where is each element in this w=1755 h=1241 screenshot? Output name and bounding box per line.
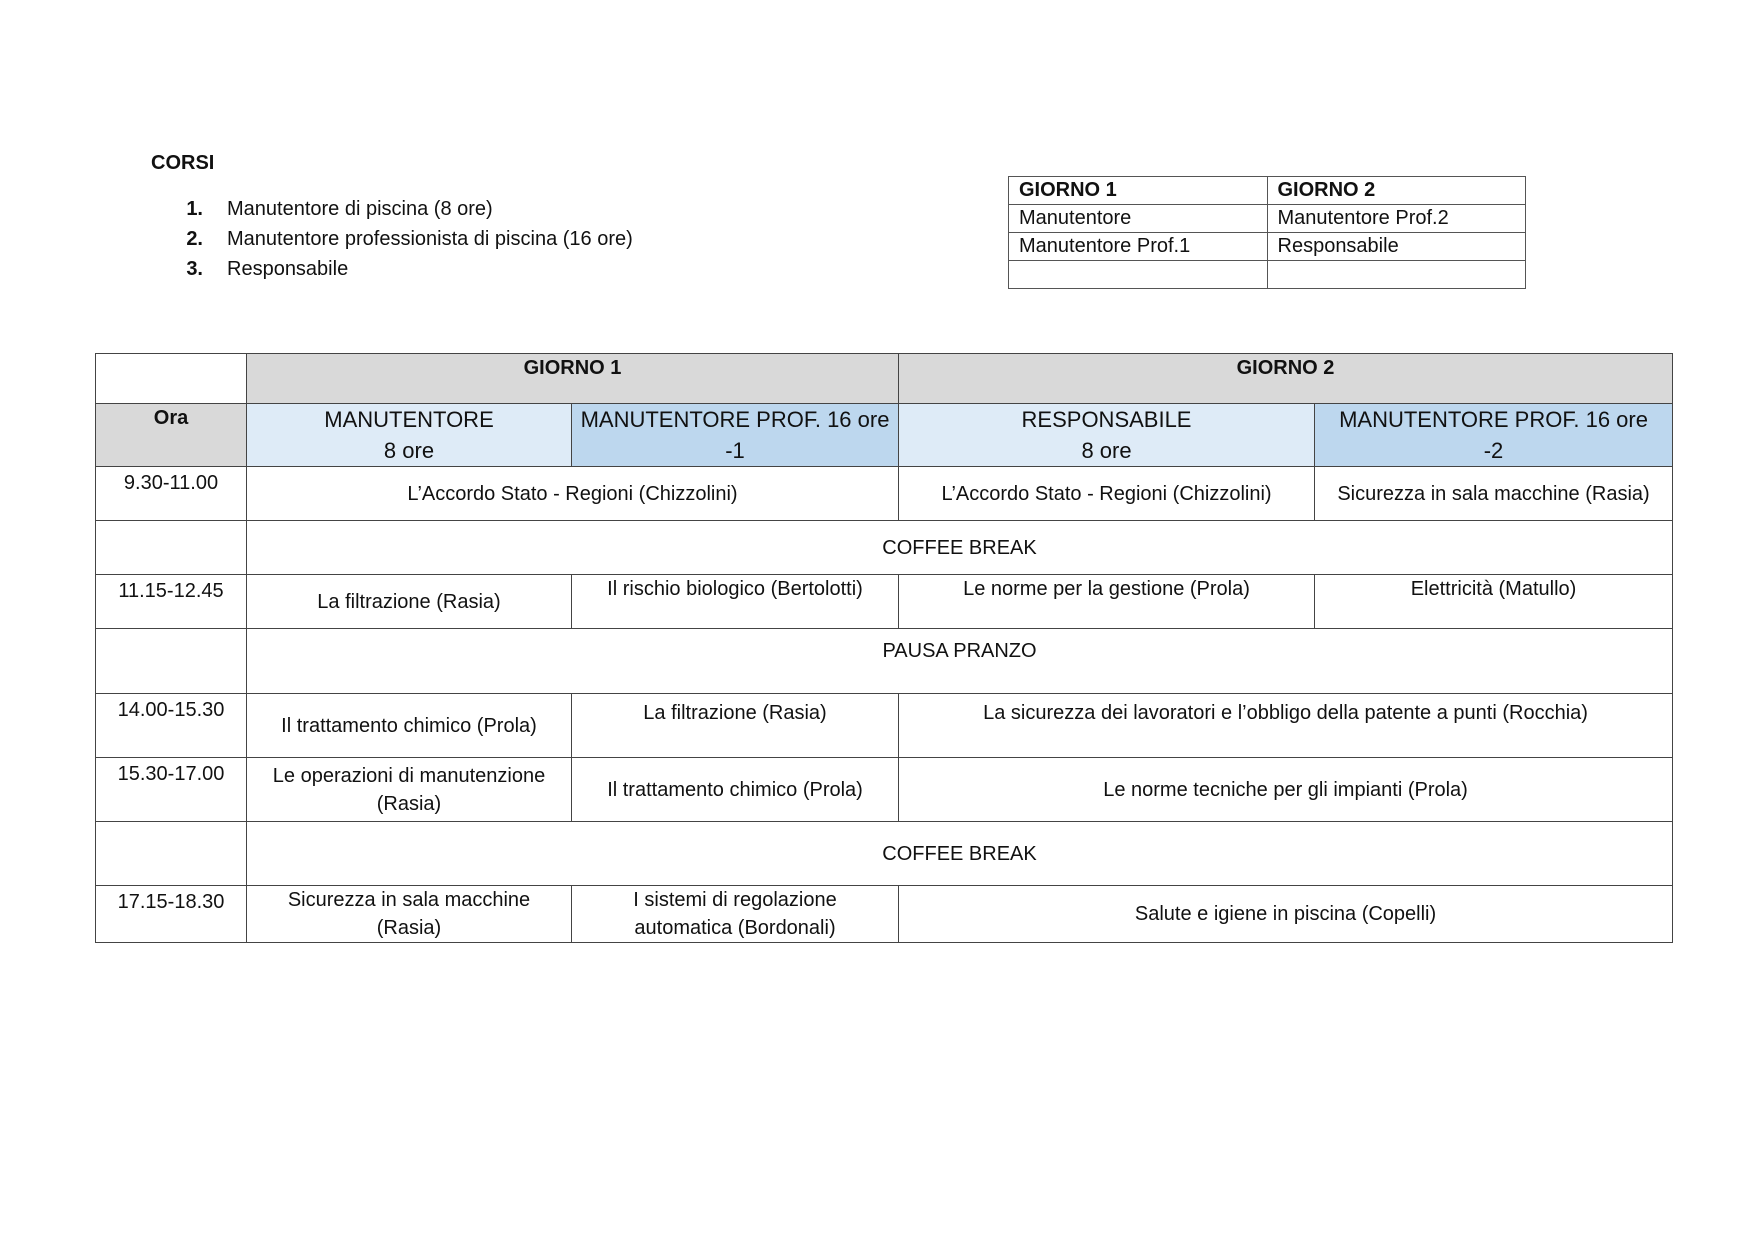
break-cell: COFFEE BREAK [247, 521, 1673, 575]
day-header: GIORNO 2 [1267, 177, 1526, 205]
day2-header: GIORNO 2 [899, 354, 1673, 404]
session-cell: Il trattamento chimico (Prola) [247, 694, 572, 758]
session-cell: L’Accordo Stato - Regioni (Chizzolini) [899, 467, 1315, 521]
table-row [1009, 205, 1526, 233]
session-line: (Rasia) [376, 917, 442, 939]
empty-cell [96, 629, 247, 694]
session-cell: Salute e igiene in piscina (Copelli) [899, 886, 1673, 943]
session-cell: Le norme per la gestione (Prola) [899, 575, 1315, 629]
session-cell: Le norme tecniche per gli impianti (Prola) [899, 758, 1673, 822]
empty-cell [96, 822, 247, 886]
table-row [1009, 261, 1526, 289]
session-line: I sistemi di regolazione [633, 889, 837, 911]
session-cell: La sicurezza dei lavoratori e l’obbligo della patente a punti (Rocchia) [899, 694, 1673, 758]
lunch-break-cell: PAUSA PRANZO [247, 629, 1673, 694]
list-number: 3. [186, 258, 203, 280]
table-row [96, 886, 1673, 943]
days-assignment-table [1008, 176, 1526, 289]
session-cell: La filtrazione (Rasia) [572, 694, 899, 758]
session-cell: Elettricità (Matullo) [1315, 575, 1673, 629]
session-cell: Il rischio biologico (Bertolotti) [572, 575, 899, 629]
day1-header: GIORNO 1 [247, 354, 899, 404]
session-line: Le operazioni di manutenzione [272, 764, 546, 787]
time-slot: 15.30-17.00 [96, 758, 247, 822]
corsi-list-item [151, 258, 633, 288]
corsi-heading: CORSI [151, 152, 215, 174]
table-row [96, 467, 1673, 521]
corsi-list-item [151, 228, 633, 258]
course-header-line: RESPONSABILE [1021, 407, 1192, 432]
day-header: GIORNO 1 [1009, 177, 1268, 205]
course-header-line: -1 [725, 438, 745, 463]
table-row [1009, 233, 1526, 261]
course-header-line: 8 ore [1081, 438, 1132, 463]
course-label: Manutentore di piscina (8 ore) [227, 198, 493, 220]
session-cell: La filtrazione (Rasia) [247, 575, 572, 629]
corsi-list [151, 198, 633, 288]
table-row [96, 404, 1673, 467]
ora-header: Ora [96, 404, 247, 467]
table-cell [1009, 261, 1268, 289]
break-cell: COFFEE BREAK [247, 822, 1673, 886]
session-cell [247, 886, 572, 943]
list-number: 1. [186, 198, 203, 220]
table-row [96, 354, 1673, 404]
time-slot: 17.15-18.30 [96, 886, 247, 943]
session-cell [247, 758, 572, 822]
table-row [96, 758, 1673, 822]
corsi-list-item [151, 198, 633, 228]
course-header-line: MANUTENTORE PROF. 16 ore [580, 407, 890, 432]
table-cell [1267, 261, 1526, 289]
course-label: Responsabile [227, 258, 349, 280]
course-header-manutentore-prof-2 [1315, 404, 1673, 467]
time-slot: 14.00-15.30 [96, 694, 247, 758]
session-cell: Sicurezza in sala macchine (Rasia) [1315, 467, 1673, 521]
course-header-line: -2 [1483, 438, 1504, 463]
table-cell: Manutentore Prof.2 [1267, 205, 1526, 233]
table-cell: Manutentore Prof.1 [1009, 233, 1268, 261]
table-row [1009, 177, 1526, 205]
course-header-responsabile [899, 404, 1315, 467]
session-line: Sicurezza in sala macchine [287, 889, 531, 911]
session-cell: Il trattamento chimico (Prola) [572, 758, 899, 822]
table-row [96, 521, 1673, 575]
table-row [96, 575, 1673, 629]
table-row [96, 822, 1673, 886]
course-header-manutentore-prof-1 [572, 404, 899, 467]
time-slot: 11.15-12.45 [96, 575, 247, 629]
table-cell: Responsabile [1267, 233, 1526, 261]
table-row [96, 694, 1673, 758]
table-row [96, 629, 1673, 694]
schedule-table [95, 353, 1673, 943]
course-header-line: 8 ore [383, 438, 435, 463]
session-cell [572, 886, 899, 943]
table-cell: Manutentore [1009, 205, 1268, 233]
course-header-line: MANUTENTORE [324, 407, 494, 432]
list-number: 2. [186, 228, 203, 250]
session-cell: L’Accordo Stato - Regioni (Chizzolini) [247, 467, 899, 521]
session-line: automatica (Bordonali) [634, 917, 836, 939]
empty-cell [96, 354, 247, 404]
course-header-line: MANUTENTORE PROF. 16 ore [1339, 407, 1648, 432]
course-label: Manutentore professionista di piscina (16 ore) [227, 228, 633, 250]
course-header-manutentore [247, 404, 572, 467]
empty-cell [96, 521, 247, 575]
session-line: (Rasia) [376, 792, 442, 815]
time-slot: 9.30-11.00 [96, 467, 247, 521]
